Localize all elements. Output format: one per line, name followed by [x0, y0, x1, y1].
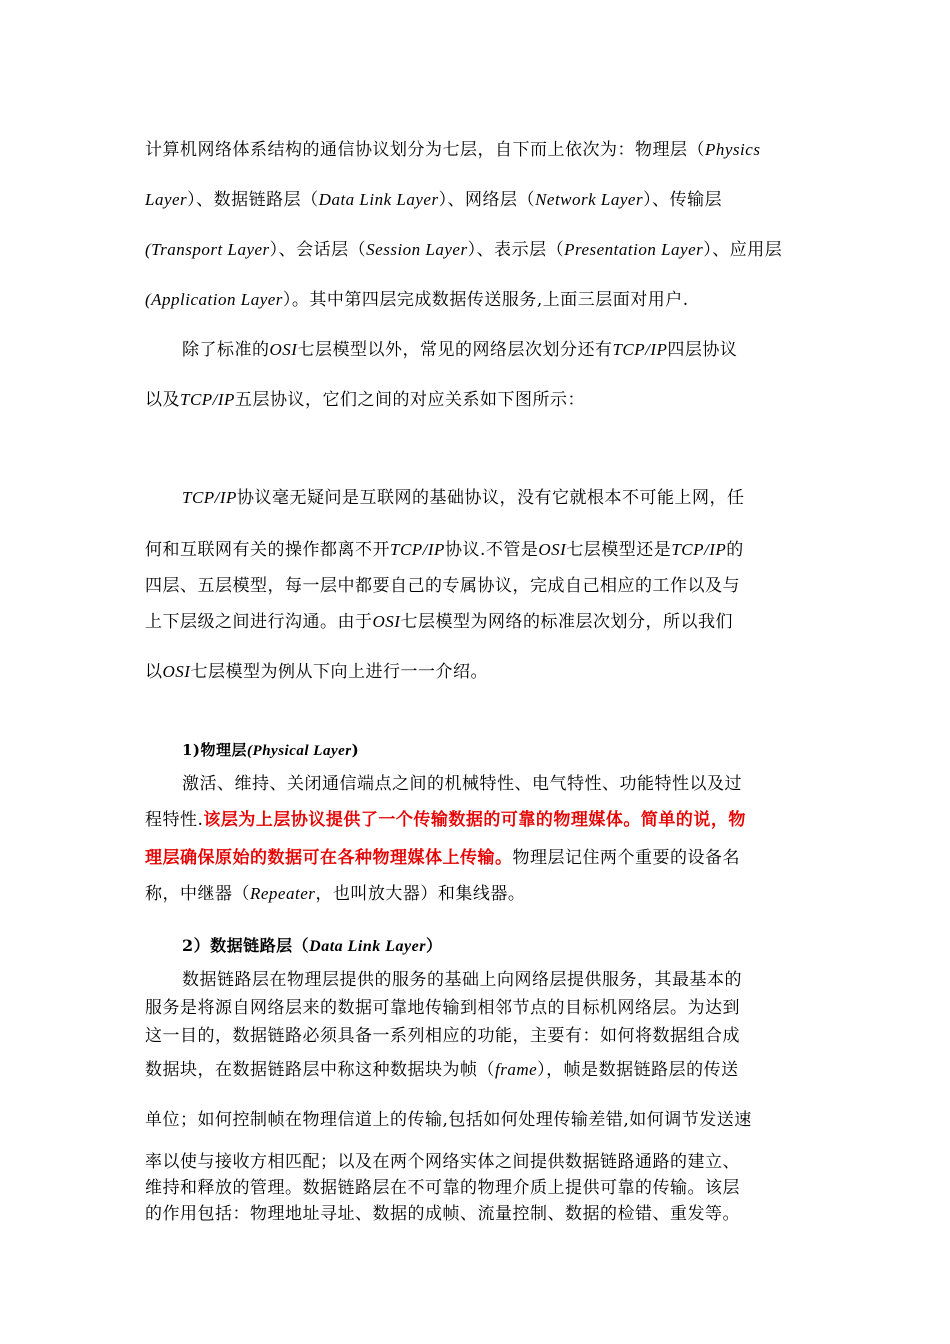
text: ）	[425, 936, 443, 955]
text-en: OSI	[162, 662, 191, 681]
text-en: TCP/IP	[390, 540, 445, 559]
section-heading-physical-layer	[182, 738, 359, 763]
s2-line-6	[145, 1150, 740, 1174]
text: 2）数据链路层（	[182, 936, 310, 955]
text: 物理层记住两个重要的设备名	[512, 848, 740, 868]
s1-line-2	[145, 808, 746, 832]
p1-line-4	[145, 288, 689, 312]
text-en: Presentation Layer	[564, 240, 704, 259]
s1-line-4	[145, 882, 525, 906]
text: ）、会话层（	[269, 240, 367, 260]
s2-line-5	[145, 1108, 752, 1132]
p3-line-1	[182, 486, 744, 510]
s1-line-3	[145, 846, 740, 870]
text: 上下层级之间进行沟通。由于	[145, 612, 373, 632]
text-en: TCP/IP	[612, 340, 668, 359]
text: ）、应用层	[703, 240, 783, 260]
s2-line-8	[145, 1202, 740, 1226]
text: 维持和释放的管理。数据链路层在不可靠的物理介质上提供可靠的传输。该层	[145, 1178, 740, 1198]
s2-line-4	[145, 1058, 739, 1082]
text-en: TCP/IP	[671, 540, 727, 559]
text: 称，中继器（	[145, 884, 250, 904]
section-heading-data-link-layer	[182, 934, 442, 959]
text: ），帧是数据链路层的传送	[537, 1060, 739, 1080]
text: ）、网络层（	[438, 190, 536, 210]
s2-line-1	[182, 968, 742, 992]
text: 1)物理层	[182, 741, 248, 759]
text: 除了标准的	[182, 340, 270, 360]
text-en: TCP/IP	[182, 488, 237, 507]
text: 七层模型为例从下向上进行一一介绍。	[190, 662, 488, 682]
text-en: Physics	[705, 140, 761, 159]
p2-line-2	[145, 388, 585, 412]
text-en: Data Link Layer	[318, 190, 439, 209]
p3-line-2	[145, 538, 744, 562]
text-en: OSI	[372, 612, 401, 631]
text: 数据链路层在物理层提供的服务的基础上向网络层提供服务，其最基本的	[182, 970, 742, 990]
text: 七层模型为网络的标准层次划分，所以我们	[400, 612, 733, 632]
p3-line-4	[145, 610, 733, 634]
text: )	[351, 741, 360, 759]
text-en: Network Layer	[535, 190, 644, 209]
text-en: Repeater	[250, 884, 316, 903]
text: 率以使与接收方相匹配；以及在两个网络实体之间提供数据链路通路的建立、	[145, 1152, 740, 1172]
highlight-text: 该层为上层协议提供了一个传输数据的可靠的物理媒体。简单的说，物	[203, 810, 746, 830]
text: 五层协议，它们之间的对应关系如下图所示：	[234, 390, 585, 410]
text-en: OSI	[269, 340, 298, 359]
text-en: Data Link Layer	[309, 938, 426, 955]
text: 协议毫无疑问是互联网的基础协议，没有它就根本不可能上网，任	[236, 488, 745, 508]
text: 这一目的，数据链路必须具备一系列相应的功能，主要有：如何将数据组合成	[145, 1026, 740, 1046]
text: ）、传输层	[643, 190, 723, 210]
s2-line-3	[145, 1024, 740, 1048]
p1-line-3	[145, 238, 782, 262]
text: 激活、维持、关闭通信端点之间的机械特性、电气特性、功能特性以及过	[182, 774, 742, 794]
text-en: OSI	[538, 540, 567, 559]
s1-line-1	[182, 772, 742, 796]
p1-line-1	[145, 138, 760, 162]
text: 数据块，在数据链路层中称这种数据块为帧（	[145, 1060, 495, 1080]
text: ）、数据链路层（	[187, 190, 319, 210]
text-en: (Transport Layer	[145, 240, 270, 259]
text: 的	[726, 540, 744, 560]
text: ，也叫放大器）和集线器。	[315, 884, 526, 904]
s2-line-2	[145, 996, 740, 1020]
text: 单位；如何控制帧在物理信道上的传输,包括如何处理传输差错,如何调节发送速	[145, 1110, 752, 1130]
text-en: (Application Layer	[145, 290, 283, 309]
text-en: TCP/IP	[180, 390, 235, 409]
text: 服务是将源自网络层来的数据可靠地传输到相邻节点的目标机网络层。为达到	[145, 998, 740, 1018]
highlight-text: 理层确保原始的数据可在各种物理媒体上传输。	[145, 848, 513, 868]
text-en: (Physical Layer	[247, 743, 352, 759]
text: 七层模型还是	[566, 540, 672, 560]
text-en: Layer	[145, 190, 188, 209]
text-en: frame	[495, 1060, 538, 1079]
text: 程特性.	[145, 810, 204, 830]
text-en: Session Layer	[366, 240, 468, 259]
text: 四层、五层模型，每一层中都要自己的专属协议，完成自己相应的工作以及与	[145, 576, 740, 596]
p3-line-5	[145, 660, 488, 684]
text: 计算机网络体系结构的通信协议划分为七层，自下而上依次为：物理层（	[145, 140, 705, 160]
text: 以及	[145, 390, 180, 410]
text: 以	[145, 662, 163, 682]
s2-line-7	[145, 1176, 740, 1200]
text: 的作用包括：物理地址寻址、数据的成帧、流量控制、数据的检错、重发等。	[145, 1204, 740, 1224]
text: ）、表示层（	[467, 240, 565, 260]
text: ）。其中第四层完成数据传送服务,上面三层面对用户.	[282, 290, 689, 310]
p3-line-3	[145, 574, 740, 598]
text: 四层协议	[667, 340, 738, 360]
text: 何和互联网有关的操作都离不开	[145, 540, 390, 560]
text: 七层模型以外，常见的网络层次划分还有	[297, 340, 613, 360]
p1-line-2	[145, 188, 722, 212]
p2-line-1	[182, 338, 737, 362]
text: 协议.不管是	[444, 540, 539, 560]
